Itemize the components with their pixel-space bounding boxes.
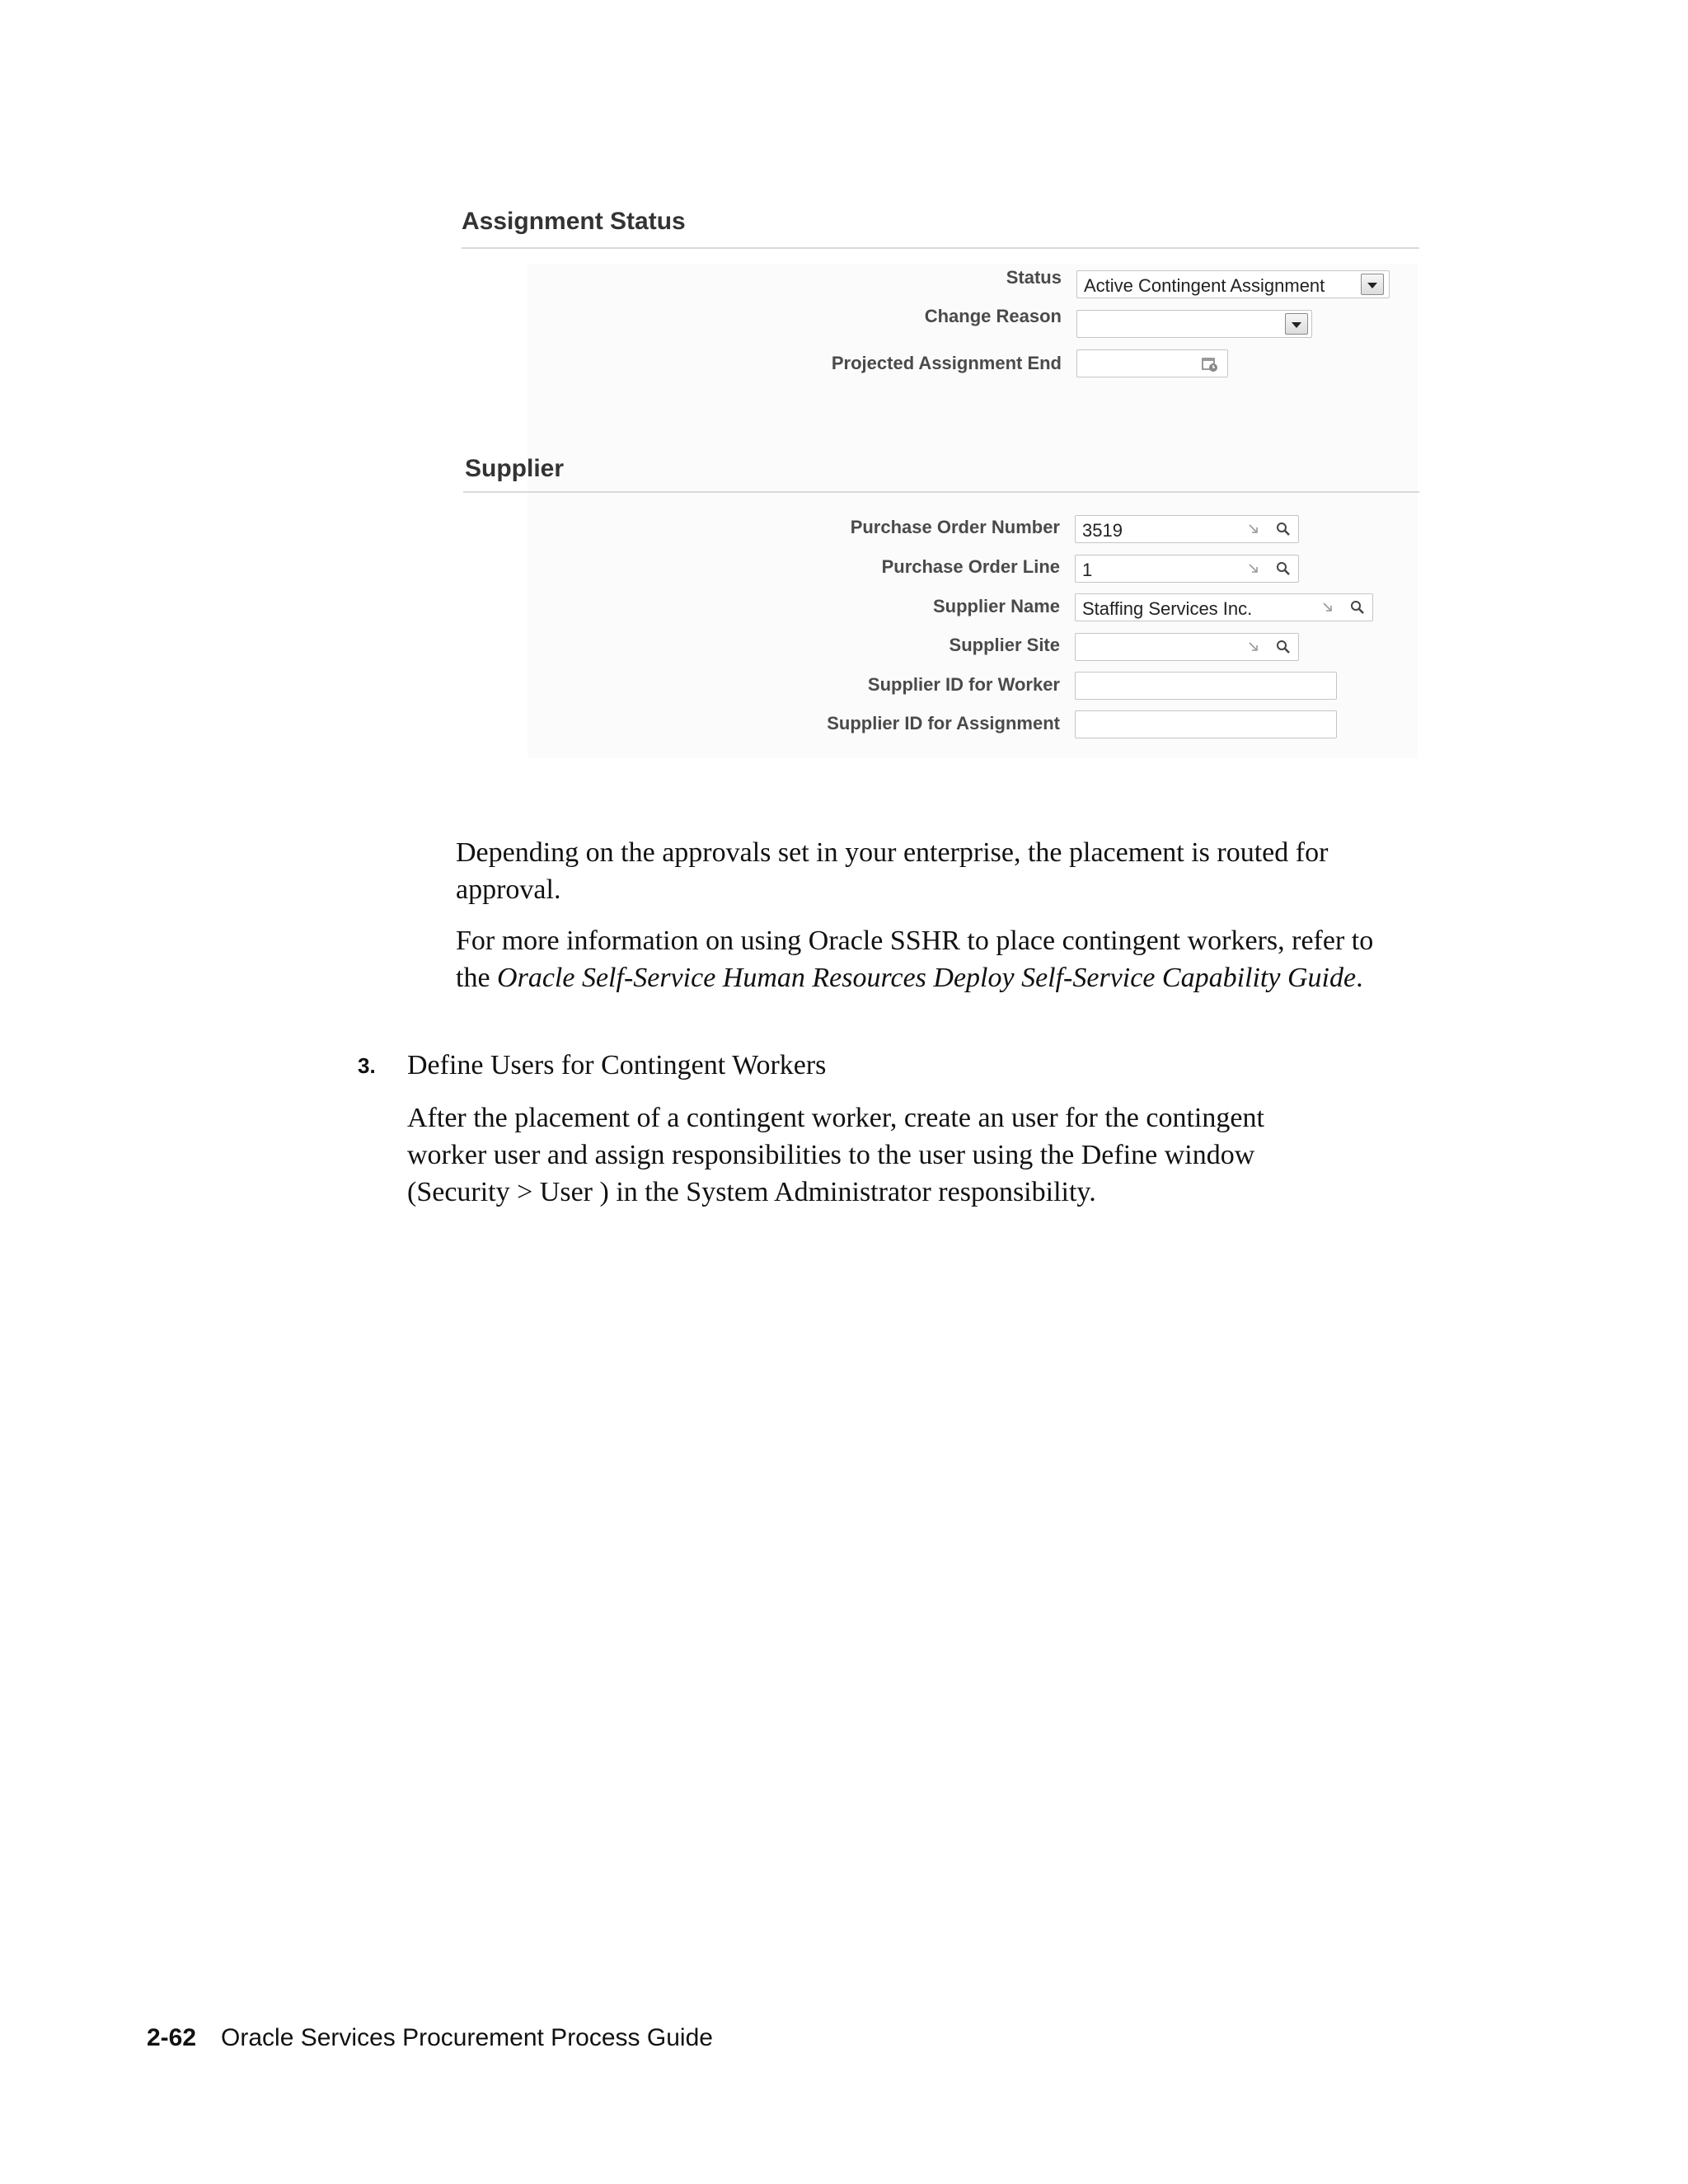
approval-paragraph: Depending on the approvals set in your enterprise, the placement is routed for approval.	[456, 837, 1329, 905]
supplier-id-assignment-label: Supplier ID for Assignment	[827, 713, 1060, 733]
change-reason-label: Change Reason	[924, 306, 1062, 326]
projected-assignment-end-input[interactable]	[1076, 349, 1228, 377]
chevron-down-icon[interactable]	[1285, 313, 1308, 335]
lov-arrow-icon	[1247, 640, 1260, 654]
supplier-header: Supplier	[465, 455, 565, 482]
change-reason-select[interactable]	[1076, 310, 1312, 338]
supplier-site-label: Supplier Site	[949, 635, 1060, 655]
page-number: 2-62	[147, 2024, 197, 2051]
supplier-name-label: Supplier Name	[932, 596, 1060, 616]
po-line-label: Purchase Order Line	[881, 556, 1060, 577]
status-value: Active Contingent Assignment	[1084, 275, 1325, 296]
supplier-name-value: Staffing Services Inc.	[1082, 598, 1253, 619]
search-icon[interactable]	[1275, 521, 1292, 537]
lov-arrow-icon	[1247, 523, 1260, 536]
po-number-value: 3519	[1082, 520, 1123, 541]
assignment-status-divider	[462, 247, 1419, 249]
supplier-id-worker-label: Supplier ID for Worker	[867, 674, 1060, 695]
calendar-icon[interactable]	[1201, 355, 1219, 373]
more-info-paragraph	[456, 922, 1412, 996]
supplier-name-input[interactable]	[1075, 593, 1373, 621]
supplier-site-input[interactable]	[1075, 633, 1299, 661]
search-icon[interactable]	[1275, 639, 1292, 655]
search-icon[interactable]	[1275, 560, 1292, 577]
search-icon[interactable]	[1349, 599, 1366, 616]
more-info-end: .	[1356, 963, 1363, 993]
assignment-status-header: Assignment Status	[462, 208, 686, 235]
step-paragraph: After the placement of a contingent worker, create an user for the contingent worker user and assign responsibilities to the user using the Define window (Security > User ) in the System Administrator responsibility.	[407, 1103, 1264, 1207]
more-info-text: For more information on using Oracle SSHR to place contingent workers, refer to the	[456, 926, 1374, 993]
status-label: Status	[1006, 267, 1062, 288]
page-footer	[147, 2024, 713, 2052]
guide-title: Oracle Self-Service Human Resources Deploy Self-Service Capability Guide	[497, 963, 1357, 993]
status-select[interactable]	[1076, 270, 1390, 298]
step-title: Define Users for Contingent Workers	[407, 1050, 827, 1080]
po-number-input[interactable]	[1075, 515, 1299, 543]
supplier-divider	[463, 491, 1419, 493]
po-line-input[interactable]	[1075, 555, 1299, 583]
form-screenshot	[0, 0, 1688, 824]
lov-arrow-icon	[1321, 601, 1334, 614]
supplier-id-worker-input[interactable]	[1075, 672, 1337, 700]
po-number-label: Purchase Order Number	[850, 517, 1060, 537]
po-line-value: 1	[1082, 560, 1093, 580]
footer-title: Oracle Services Procurement Process Guide	[221, 2024, 713, 2051]
step-number: 3.	[358, 1053, 376, 1078]
lov-arrow-icon	[1247, 562, 1260, 575]
projected-assignment-end-label: Projected Assignment End	[831, 353, 1062, 373]
supplier-id-assignment-input[interactable]	[1075, 710, 1337, 738]
chevron-down-icon[interactable]	[1361, 274, 1384, 295]
